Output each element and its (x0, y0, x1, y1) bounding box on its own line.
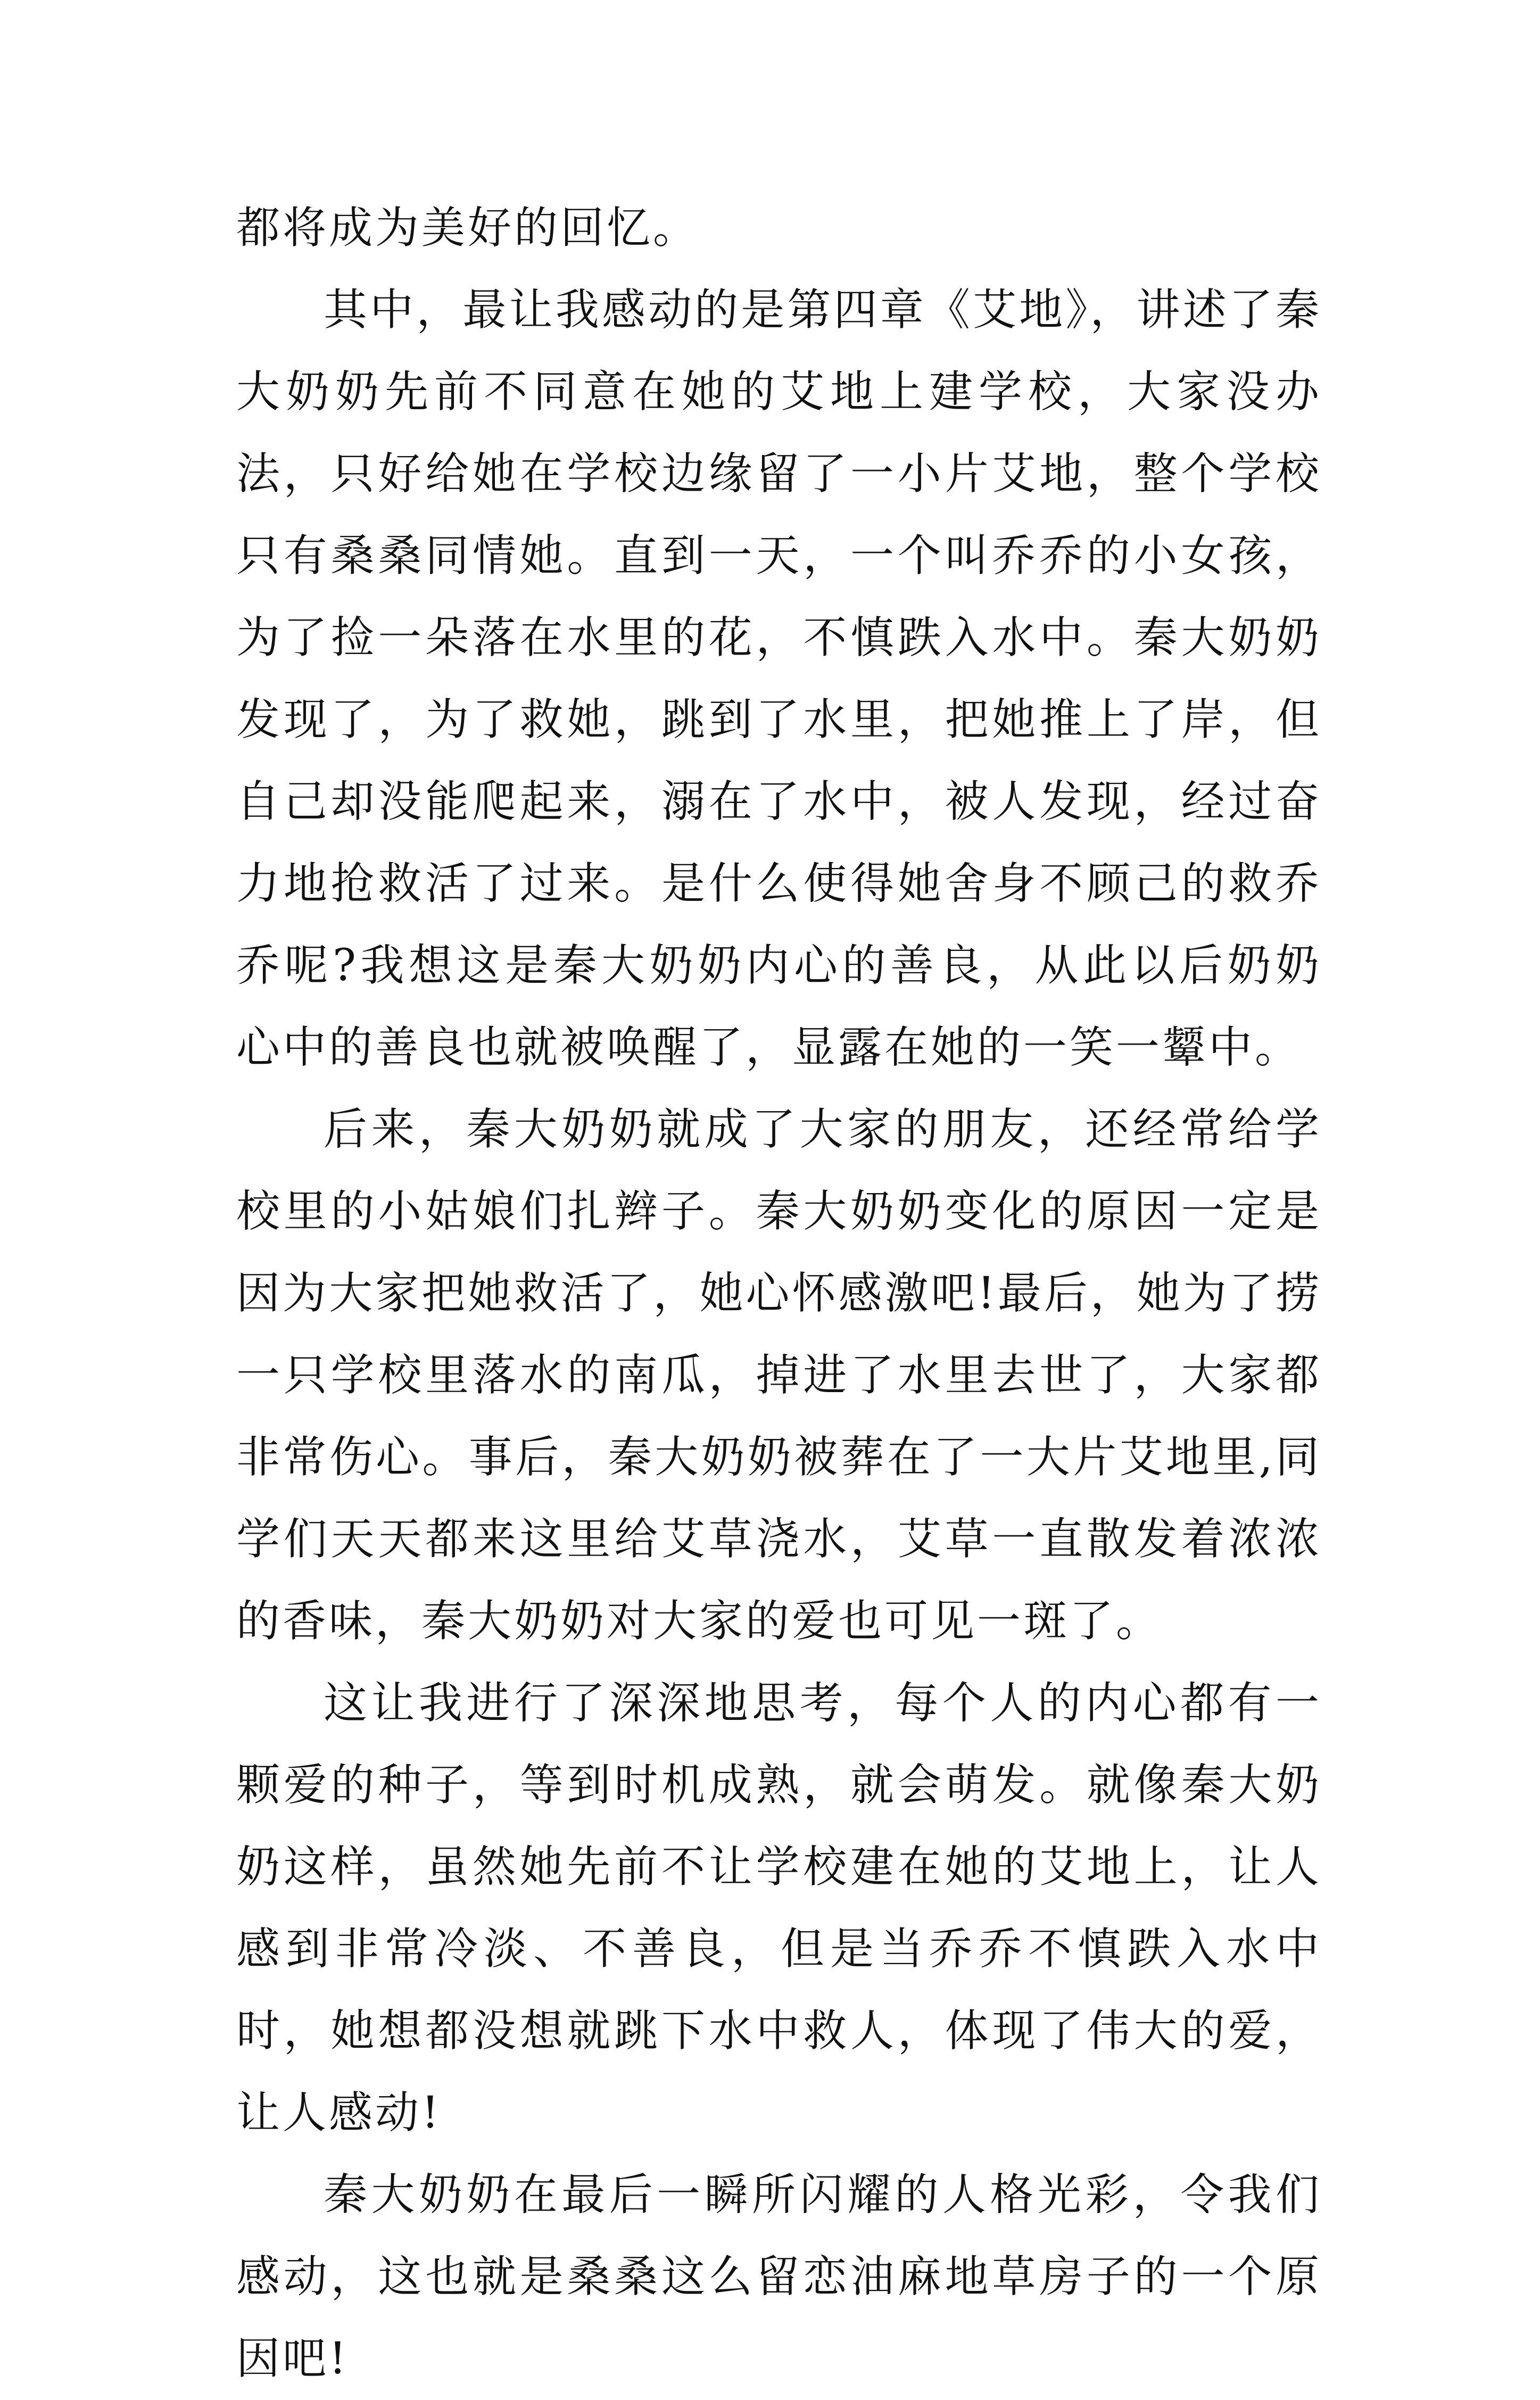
paragraph-4: 这让我进行了深深地思考，每个人的内心都有一颗爱的种子，等到时机成熟，就会萌发。就像秦大奶奶这样，虽然她先前不让学校建在她的艾地上，让人感到非常冷淡、不善良，但是当乔乔不慎跌入水中时，她想都没想就跳下水中救人，体现了伟大的爱，让人感动! (236, 1678, 1322, 2138)
paragraph-2: 其中，最让我感动的是第四章《艾地》，讲述了秦大奶奶先前不同意在她的艾地上建学校，大家没办法，只好给她在学校边缘留了一小片艾地，整个学校只有桑桑同情她。直到一天，一个叫乔乔的小女孩，为了捡一朵落在水里的花，不慎跌入水中。秦大奶奶发现了，为了救她，跳到了水里，把她推上了岸，但自己却没能爬起来，溺在了水中，被人发现，经过奋力地抢救活了过来。是什么使得她舍身不顾己的救乔乔呢?我想这是秦大奶奶内心的善良，从此以后奶奶心中的善良也就被唤醒了，显露在她的一笑一颦中。 (236, 285, 1322, 1073)
paragraph-3: 后来，秦大奶奶就成了大家的朋友，还经常给学校里的小姑娘们扎辫子。秦大奶奶变化的原因一定是因为大家把她救活了，她心怀感激吧!最后，她为了捞一只学校里落水的南瓜，掉进了水里去世了，大家都非常伤心。事后，秦大奶奶被葬在了一大片艾地里,同学们天天都来这里给艾草浇水，艾草一直散发着浓浓的香味，秦大奶奶对大家的爱也可见一斑了。 (236, 1104, 1322, 1646)
document-body (236, 187, 1322, 2400)
paragraph-1: 都将成为美好的回忆。 (236, 203, 700, 253)
paragraph-5: 秦大奶奶在最后一瞬所闪耀的人格光彩，令我们感动，这也就是桑桑这么留恋油麻地草房子的一个原因吧! (236, 2170, 1322, 2384)
